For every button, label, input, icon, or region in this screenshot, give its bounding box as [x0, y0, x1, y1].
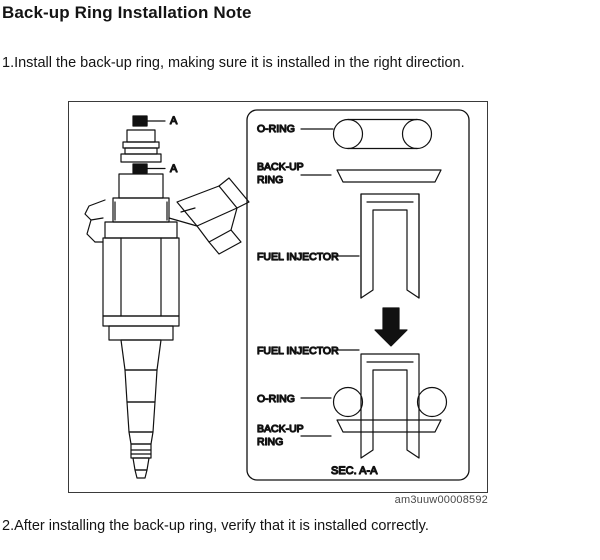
svg-text:A: A	[170, 115, 178, 127]
svg-text:BACK-UP: BACK-UP	[257, 161, 304, 173]
svg-text:FUEL INJECTOR: FUEL INJECTOR	[257, 345, 339, 357]
step-2-text: 2.After installing the back-up ring, verify that it is installed correctly.	[2, 518, 429, 534]
figure-code: am3uuw00008592	[394, 494, 488, 506]
svg-text:FUEL INJECTOR: FUEL INJECTOR	[257, 251, 339, 263]
figure-container	[68, 101, 488, 493]
svg-text:RING: RING	[257, 174, 284, 186]
step-1-text: 1.Install the back-up ring, making sure it is installed in the right direction.	[2, 55, 465, 71]
page-title: Back-up Ring Installation Note	[2, 3, 252, 22]
svg-text:A: A	[170, 163, 178, 175]
svg-text:O-RING: O-RING	[257, 123, 295, 135]
figure-illustration	[69, 102, 487, 492]
svg-text:BACK-UP: BACK-UP	[257, 423, 304, 435]
svg-text:RING: RING	[257, 436, 284, 448]
svg-text:SEC. A-A: SEC. A-A	[331, 465, 378, 477]
svg-text:O-RING: O-RING	[257, 393, 295, 405]
